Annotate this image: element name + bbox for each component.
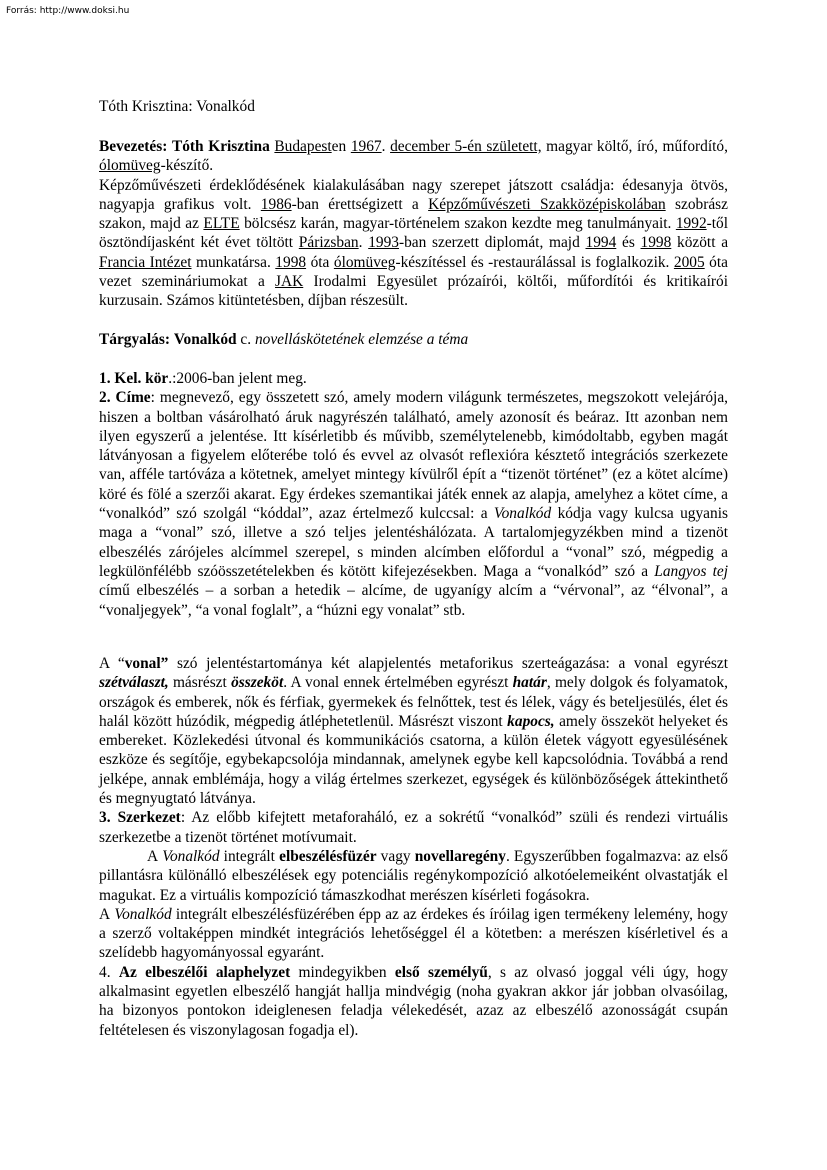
link-1992[interactable]: 1992 xyxy=(675,215,707,233)
link-birthdate[interactable]: december 5-én született, xyxy=(390,138,542,155)
link-2005[interactable]: 2005 xyxy=(673,253,705,271)
link-paris[interactable]: Párizsban xyxy=(298,234,359,252)
author-name: Tóth Krisztina xyxy=(171,138,270,155)
intro-paragraph: Bevezetés: Tóth Krisztina Budapesten 1967. december 5-én született, magyar költő, író, műfordító, ólomüveg-készítő. Képzőművészeti érdeklődésének kialakulásában nagy szerepet játszott családja: édesanyja ötvös, nagyapja grafikus volt. 1986-ban érettségizett a Képzőművészeti Szakközépiskolában szobrász szakon, majd az ELTE bölcsész karán, magyar-történelem szakon kezdte meg tanulmányait. 1992-től ösztöndíjasként két évet töltött Párizsban. 1993-ban szerzett diplomát, majd 1994 és 1998 között a Francia Intézet munkatársa. 1998 óta ólomüveg-készítéssel és -restaurálással is foglalkozik. 2005 óta vezet szemináriumokat a JAK Irodalmi Egyesület prózaírói, költői, műfordítói és kritikaírói kurzusain. Számos kitüntetésben, díjban részesült. xyxy=(99,138,729,310)
link-1993[interactable]: 1993 xyxy=(368,234,399,252)
analysis-sections xyxy=(99,369,728,620)
section-4: 4. Az elbeszélői alaphelyzet mindegyikben első személyű, s az olvasó joggal véli úgy, hogy alkalmasint egyetlen elbeszélő hangját hallja mindvégig (noha gyakran akkor jár jobban olvasóilag, ha bizonyos pontokon ideiglenesen feladja vélekedését, azaz az elbeszélő azonosságát csupán feltételesen és viszonylagosan fogadja el). xyxy=(99,963,728,1039)
link-olomuveg[interactable]: ólomüveg xyxy=(99,157,161,175)
link-1986[interactable]: 1986 xyxy=(260,195,292,213)
targyalas-line: Tárgyalás: Vonalkód c. novelláskötetének elemzése a téma xyxy=(99,331,469,348)
link-school[interactable]: Képzőművészeti Szakközépiskolában xyxy=(428,195,666,213)
vonal-paragraph: A “vonal” szó jelentéstartománya két alapjelentés metaforikus szerteágazása: a vonal egyrészt szétválaszt, másrészt összeköt. A vonal ennek értelmében egyrészt határ, mely dolgok és folyamatok, országok és emberek, nők és férfiak, gyermekek és felnőttek, test és lélek, vágy és beteljesülés, élet és halál között húzódik, mégpedig átléphetetlenül. Másrészt viszont kapocs, amely összeköt helyeket és embereket. Közlekedési útvonal és kommunikációs csatorna, a külön életek vágyott egyesülésének eszköze és segítője, egybekapcsolója mindannak, amelynek egybe kell kapcsolódnia. Továbbá a rend jelképe, annak emblémája, hogy a világ értelmes szerkezet, egységek és különbözőségek áttekinthető és megnyugtató látványa. xyxy=(99,655,729,808)
section-3: 3. Szerkezet: Az előbb kifejtett metaforaháló, ez a sokrétű “vonalkód” szüli és rendezi virtuális szerkezetbe a tizenöt történet motívumait. xyxy=(99,809,728,846)
link-1967[interactable]: 1967 xyxy=(350,138,382,155)
link-1998a[interactable]: 1998 xyxy=(640,234,672,252)
link-francia-intezet[interactable]: Francia Intézet xyxy=(99,253,192,271)
section-3-para-3: A Vonalkód integrált elbeszélésfüzérében épp az az érdekes és íróilag igen termékeny lelemény, hogy a szerző voltaképpen mindkét integrációs lehetőséggel él a kötetben: a merészen kísérletivel és a szelídebb hagyományossal egyaránt. xyxy=(99,905,728,962)
section-2: 2. Címe: megnevező, egy összetett szó, amely modern világunk természetes, megszokott velejárója, hiszen a boltban vásárolható áruk nagyrészén található, amely azonosít és beáraz. Itt azonban nem ilyen egyszerű a jelentése. Itt kísérletibb és művibb, személytelenebb, kimódoltabb, egyben magát látványosan a figyelem előterébe toló és evvel az olvasót reflexióra késztető integrációs szerkezete van, afféle tartóváza a kötetnek, amelyet mintegy kívülről épít a “tizenöt történet” (ez a kötet alcíme) köré és fölé a szerzői akarat. Egy érdekes szemantikai játék ennek az alapja, amelyhez a kötet címe, a “vonalkód” szó szolgál “kóddal”, azaz értelmező kulccsal: a Vonalkód kódja vagy kulcsa ugyanis maga a “vonal” szó, illetve a szó teljes jelentéshálózata. A tartalomjegyzékben mind a tizenöt elbeszélés zárójeles alcímmel szerepel, s minden alcímben előfordul a “vonal” szó, mégpedig a legkülönfélébb szóösszetételekben és kötött kifejezésekben. Maga a “vonalkód” szó a Langyos tej című elbeszélés – a sorban a hetedik – alcíme, de ugyanígy alcím a “vérvonal”, az “élvonal”, a “vonaljegyek”, “a vonal foglalt”, a “húzni egy vonalat” stb. xyxy=(99,389,728,619)
link-olomuveg-2[interactable]: ólomüveg xyxy=(333,253,396,271)
link-elte[interactable]: ELTE xyxy=(203,215,240,233)
link-budapest[interactable]: Budapest xyxy=(274,138,332,155)
link-jak[interactable]: JAK xyxy=(275,273,304,291)
document-title: Tóth Krisztina: Vonalkód xyxy=(99,98,255,115)
source-label: Forrás: http://www.doksi.hu xyxy=(6,6,130,16)
section-3-para-2: A Vonalkód integrált elbeszélésfüzér vagy novellaregény. Egyszerűbben fogalmazva: az első pillantásra különálló elbeszélések egy potenciális regénykompozíció alkotóelemeiként olvastatják el magukat. Ez a virtuális kompozíció támaszkodhat merészen kísérleti fogásokra. xyxy=(99,847,728,904)
link-1994[interactable]: 1994 xyxy=(585,234,617,252)
link-1998b[interactable]: 1998 xyxy=(275,253,307,271)
intro-label: Bevezetés: xyxy=(99,138,168,155)
vonal-sections xyxy=(99,654,728,1040)
section-1: 1. Kel. kör.:2006-ban jelent meg. xyxy=(99,370,307,387)
